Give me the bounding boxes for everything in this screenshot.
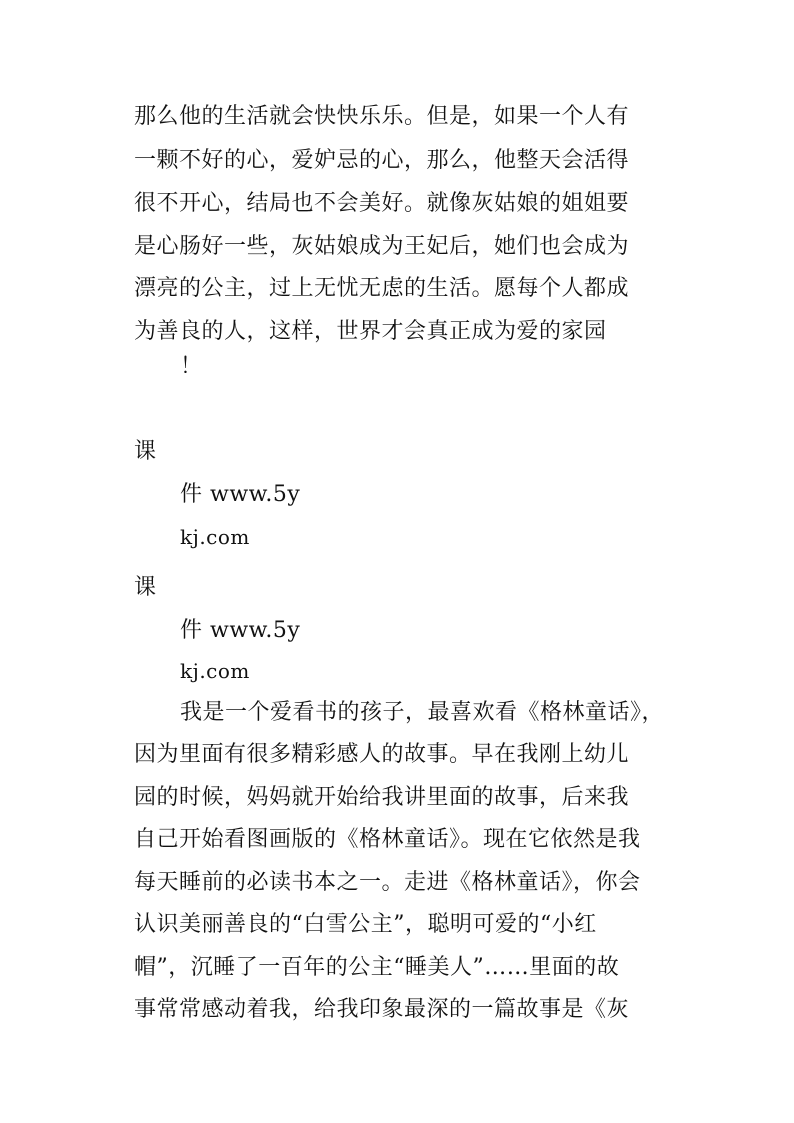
watermark-1-line-b: kj.com (180, 525, 250, 549)
watermark-2-line-b: kj.com (180, 659, 250, 683)
paragraph-1-line-3: 很不开心，结局也不会美好。就像灰姑娘的姐姐要 (134, 191, 630, 216)
paragraph-2-line-2: 因为里面有很多精彩感人的故事。早在我刚上幼儿 (134, 742, 630, 767)
paragraph-2-line-8: 事常常感动着我，给我印象最深的一篇故事是《灰 (134, 997, 630, 1022)
watermark-2-char: 课 (134, 575, 157, 600)
watermark-1-line-a: 件 www.5y (180, 482, 301, 507)
paragraph-2-line-3: 园的时候，妈妈就开始给我讲里面的故事，后来我 (134, 785, 630, 810)
paragraph-2-line-1: 我是一个爱看书的孩子，最喜欢看《格林童话》， (180, 700, 665, 725)
paragraph-2-line-5: 每天睡前的必读书本之一。走进《格林童话》，你会 (134, 870, 641, 895)
paragraph-1-line-1: 那么他的生活就会快快乐乐。但是，如果一个人有 (134, 104, 630, 129)
watermark-2-line-a: 件 www.5y (180, 618, 301, 643)
paragraph-2-line-4: 自己开始看图画版的《格林童话》。现在它依然是我 (134, 827, 641, 852)
watermark-1-char: 课 (134, 439, 157, 464)
paragraph-2-line-6: 认识美丽善良的“白雪公主”，聪明可爱的“小红 (134, 912, 597, 937)
paragraph-1-line-2: 一颗不好的心，爱妒忌的心，那么，他整天会活得 (134, 148, 630, 173)
paragraph-1-line-5: 漂亮的公主，过上无忧无虑的生活。愿每个人都成 (134, 276, 630, 301)
exclamation-mark: ！ (180, 354, 203, 379)
paragraph-1-line-6: 为善良的人，这样，世界才会真正成为爱的家园 (134, 319, 607, 344)
paragraph-2-line-7: 帽”，沉睡了一百年的公主“睡美人”……里面的故 (134, 955, 620, 980)
paragraph-1-line-4: 是心肠好一些，灰姑娘成为王妃后，她们也会成为 (134, 234, 630, 259)
